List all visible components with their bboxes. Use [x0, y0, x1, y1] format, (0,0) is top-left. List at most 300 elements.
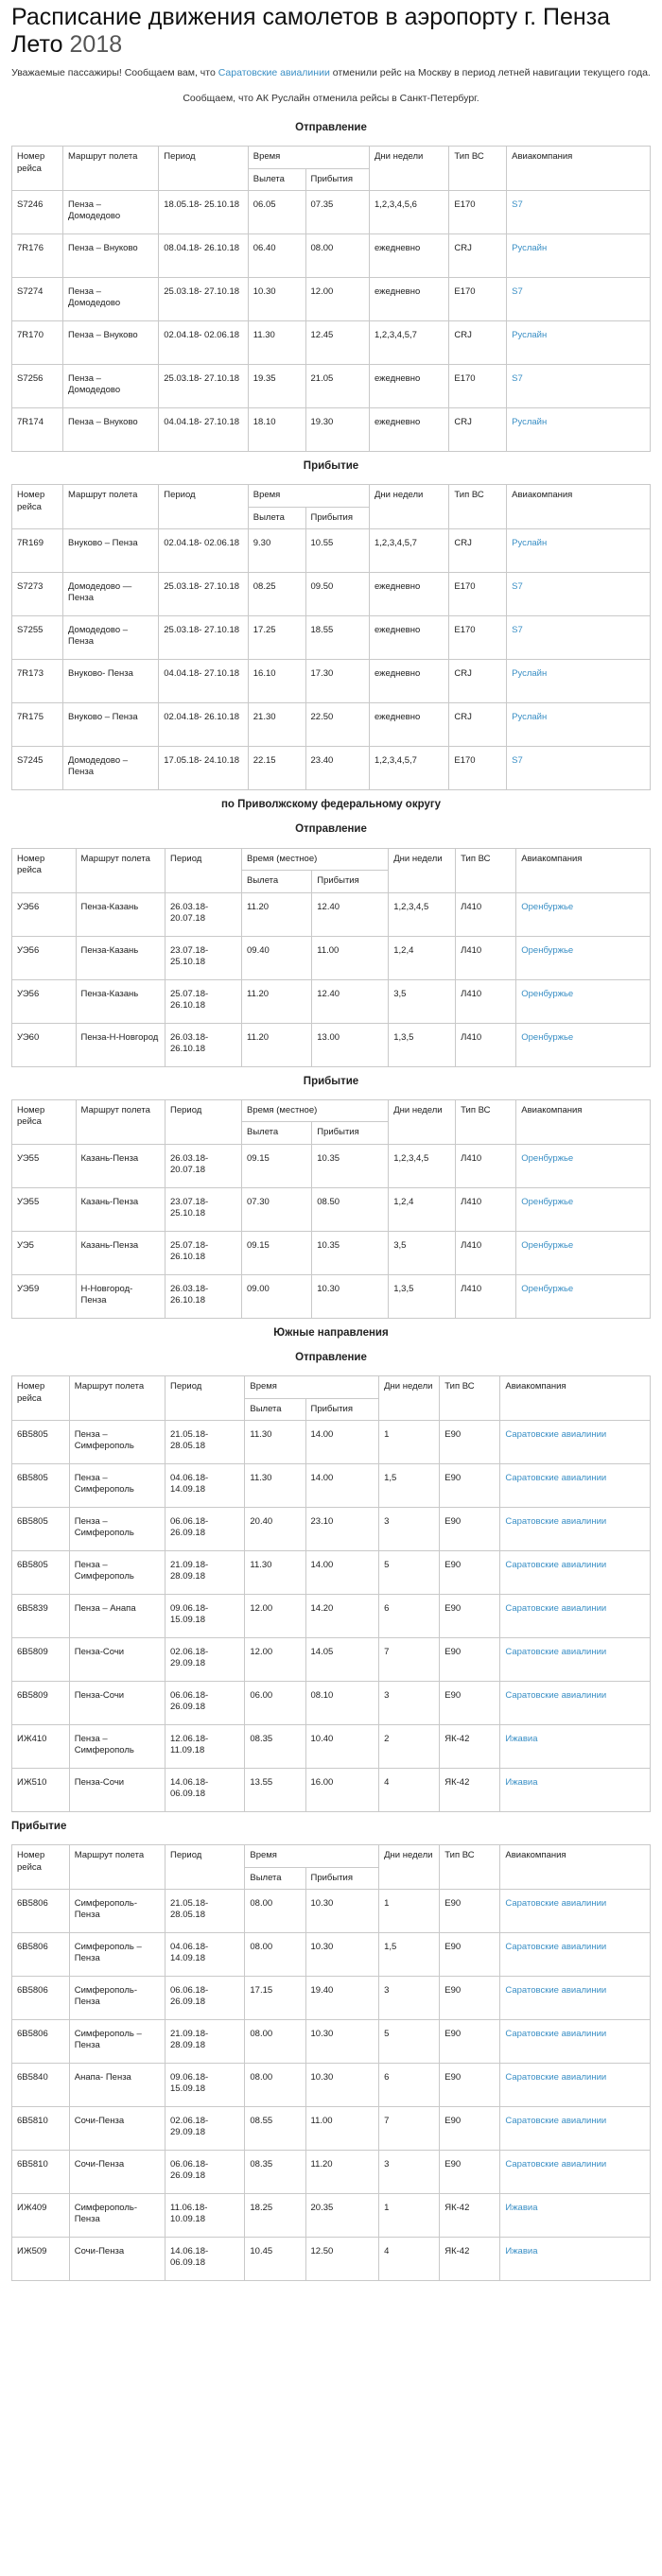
cell-days: 6	[379, 1595, 440, 1638]
cell-flight-number: УЭ56	[12, 979, 77, 1023]
header-days: Дни недели	[389, 848, 456, 892]
airline-link[interactable]: Оренбуржье	[521, 901, 574, 912]
cell-route: Пенза-Казань	[76, 979, 166, 1023]
airline-link[interactable]: Оренбуржье	[521, 1196, 574, 1207]
cell-aircraft-type: ЯК-42	[440, 2194, 500, 2238]
cell-departure: 11.20	[242, 979, 312, 1023]
cell-departure: 12.00	[245, 1595, 305, 1638]
cell-flight-number: 6В5805	[12, 1551, 70, 1595]
cell-arrival: 10.30	[305, 1933, 379, 1977]
airline-link[interactable]: S7	[512, 286, 523, 297]
header-route: Маршрут полета	[76, 1099, 166, 1144]
airline-link[interactable]: Оренбуржье	[521, 988, 574, 999]
cell-route: Симферополь- Пенза	[69, 2194, 165, 2238]
page-title-text: Расписание движения самолетов в аэропорту г. Пенза Лето	[11, 4, 611, 58]
cell-aircraft-type: CRJ	[449, 703, 507, 747]
airline-link[interactable]: Саратовские авиалинии	[505, 2159, 607, 2170]
cell-arrival: 21.05	[305, 365, 370, 408]
table-row	[12, 616, 651, 660]
cell-aircraft-type: CRJ	[449, 660, 507, 703]
cell-period: 04.04.18- 27.10.18	[159, 660, 249, 703]
cell-airline	[507, 616, 651, 660]
cell-airline	[507, 321, 651, 365]
cell-period: 21.09.18- 28.09.18	[166, 1551, 245, 1595]
table-row	[12, 2151, 651, 2194]
notice-text-after: отменили рейс на Москву в период летней навигации текущего года.	[329, 66, 651, 78]
cell-days: ежедневно	[370, 573, 449, 616]
header-period: Период	[166, 1376, 245, 1421]
airline-link[interactable]: Оренбуржье	[521, 1239, 574, 1251]
cell-route: Симферополь – Пенза	[69, 1933, 165, 1977]
cell-aircraft-type: E170	[449, 616, 507, 660]
airline-link[interactable]: Руслайн	[512, 417, 548, 427]
cell-days: 1,2,3,4,5,7	[370, 529, 449, 573]
cell-days: 1	[379, 2194, 440, 2238]
cell-period: 25.03.18- 27.10.18	[159, 616, 249, 660]
cell-airline	[500, 2064, 651, 2107]
cell-aircraft-type: Е90	[440, 1977, 500, 2020]
cell-arrival: 12.50	[305, 2238, 379, 2281]
airline-link[interactable]: Саратовские авиалинии	[505, 2116, 607, 2127]
header-flight-number: Номер рейса	[12, 1376, 70, 1421]
cell-flight-number: УЭ5	[12, 1231, 77, 1274]
cell-flight-number: ИЖ409	[12, 2194, 70, 2238]
airline-link[interactable]: Саратовские авиалинии	[505, 2072, 607, 2083]
table-row	[12, 408, 651, 452]
section-heading: Отправление	[295, 121, 367, 133]
section-heading: Прибытие	[303, 460, 359, 472]
cell-flight-number: 6В5805	[12, 1508, 70, 1551]
airline-link[interactable]: Саратовские авиалинии	[505, 1647, 607, 1657]
table-row	[12, 1595, 651, 1638]
cell-period: 02.06.18- 29.09.18	[166, 2107, 245, 2151]
notice-ruslain: Сообщаем, что АК Руслайн отменила рейсы в Санкт-Петербург.	[183, 92, 479, 104]
cell-airline	[516, 1274, 651, 1318]
airline-link[interactable]: Руслайн	[512, 538, 548, 549]
cell-days: ежедневно	[370, 365, 449, 408]
cell-days: 1,2,4	[389, 936, 456, 979]
header-arrival: Прибытия	[305, 168, 370, 190]
cell-arrival: 14.00	[305, 1464, 379, 1508]
cell-departure: 08.00	[245, 1933, 305, 1977]
airline-link[interactable]: Оренбуржье	[521, 944, 574, 956]
cell-days: 6	[379, 2064, 440, 2107]
header-route: Маршрут полета	[76, 848, 166, 892]
airline-link[interactable]: S7	[512, 625, 523, 636]
cell-days: 4	[379, 1769, 440, 1812]
cell-period: 25.07.18- 26.10.18	[166, 979, 242, 1023]
cell-arrival: 14.05	[305, 1638, 379, 1682]
cell-flight-number: 6В5840	[12, 2064, 70, 2107]
cell-departure: 17.25	[248, 616, 305, 660]
header-airline: Авиакомпания	[516, 1099, 651, 1144]
table-row	[12, 1464, 651, 1508]
cell-aircraft-type: Е90	[440, 2151, 500, 2194]
cell-airline	[507, 408, 651, 452]
cell-arrival: 22.50	[305, 703, 370, 747]
airline-link[interactable]: Саратовские авиалинии	[505, 1603, 607, 1614]
airline-link[interactable]: Руслайн	[512, 330, 548, 340]
cell-days: 3,5	[389, 1231, 456, 1274]
cell-aircraft-type: Е90	[440, 1595, 500, 1638]
table-row	[12, 703, 651, 747]
header-period: Период	[166, 1099, 242, 1144]
header-aircraft-type: Тип ВС	[440, 1376, 500, 1421]
cell-days: 4	[379, 2238, 440, 2281]
cell-days: 7	[379, 1638, 440, 1682]
cell-period: 02.04.18- 02.06.18	[159, 321, 249, 365]
cell-arrival: 10.30	[305, 2020, 379, 2064]
table-row	[12, 1769, 651, 1812]
cell-aircraft-type: Е90	[440, 1421, 500, 1464]
cell-departure: 08.00	[245, 1890, 305, 1933]
header-period: Период	[166, 848, 242, 892]
table-row	[12, 573, 651, 616]
cell-arrival: 14.00	[305, 1551, 379, 1595]
cell-route: Симферополь – Пенза	[69, 2020, 165, 2064]
cell-departure: 06.05	[248, 191, 305, 234]
cell-flight-number: S7255	[12, 616, 63, 660]
cell-airline	[516, 936, 651, 979]
header-departure: Вылета	[242, 1122, 312, 1144]
cell-route: Домодедово – Пенза	[63, 747, 159, 790]
table-row	[12, 747, 651, 790]
cell-period: 23.07.18- 25.10.18	[166, 936, 242, 979]
cell-flight-number: 6В5806	[12, 1933, 70, 1977]
cell-aircraft-type: CRJ	[449, 529, 507, 573]
cell-days: 1,2,3,4,5	[389, 1144, 456, 1187]
cell-aircraft-type: E170	[449, 191, 507, 234]
header-time: Время	[245, 1376, 379, 1398]
saratov-airlines-link[interactable]: Саратовские авиалинии	[218, 66, 330, 78]
cell-aircraft-type: CRJ	[449, 234, 507, 278]
airline-link[interactable]: Руслайн	[512, 668, 548, 680]
header-days: Дни недели	[389, 1099, 456, 1144]
cell-departure: 08.25	[248, 573, 305, 616]
cell-days: 3	[379, 2151, 440, 2194]
cell-airline	[507, 660, 651, 703]
cell-flight-number: 6В5809	[12, 1638, 70, 1682]
cell-departure: 19.35	[248, 365, 305, 408]
cell-flight-number: S7245	[12, 747, 63, 790]
cell-departure: 9.30	[248, 529, 305, 573]
cell-aircraft-type: Е90	[440, 1464, 500, 1508]
cell-period: 04.04.18- 27.10.18	[159, 408, 249, 452]
cell-arrival: 18.55	[305, 616, 370, 660]
cell-aircraft-type: Е90	[440, 2107, 500, 2151]
cell-route: Н-Новгород- Пенза	[76, 1274, 166, 1318]
cell-airline	[500, 2151, 651, 2194]
airline-link[interactable]: Ижавиа	[505, 2246, 538, 2257]
header-departure: Вылета	[242, 871, 312, 892]
header-aircraft-type: Тип ВС	[449, 485, 507, 529]
section-heading: Отправление	[295, 1351, 367, 1363]
cell-route: Пенза – Симферополь	[69, 1725, 165, 1769]
table-row	[12, 321, 651, 365]
cell-route: Пенза – Симферополь	[69, 1421, 165, 1464]
cell-route: Казань-Пенза	[76, 1144, 166, 1187]
airline-link[interactable]: Саратовские авиалинии	[505, 2029, 607, 2040]
cell-departure: 11.20	[242, 1023, 312, 1066]
cell-departure: 21.30	[248, 703, 305, 747]
cell-departure: 12.00	[245, 1638, 305, 1682]
cell-departure: 08.00	[245, 2064, 305, 2107]
cell-departure: 08.55	[245, 2107, 305, 2151]
header-aircraft-type: Тип ВС	[456, 848, 516, 892]
cell-aircraft-type: E170	[449, 747, 507, 790]
cell-flight-number: УЭ60	[12, 1023, 77, 1066]
table-row	[12, 1187, 651, 1231]
cell-arrival: 12.45	[305, 321, 370, 365]
cell-route: Домодедово – Пенза	[63, 616, 159, 660]
table-row	[12, 1890, 651, 1933]
cell-days: 7	[379, 2107, 440, 2151]
airline-link[interactable]: Саратовские авиалинии	[505, 1473, 607, 1483]
cell-departure: 11.30	[245, 1421, 305, 1464]
cell-airline	[500, 1933, 651, 1977]
table-row	[12, 936, 651, 979]
cell-airline	[507, 191, 651, 234]
cell-departure: 09.00	[242, 1274, 312, 1318]
cell-arrival: 19.30	[305, 408, 370, 452]
cell-flight-number: 6В5839	[12, 1595, 70, 1638]
table-row	[12, 191, 651, 234]
cell-period: 04.06.18- 14.09.18	[166, 1933, 245, 1977]
cell-aircraft-type: CRJ	[449, 408, 507, 452]
header-flight-number: Номер рейса	[12, 147, 63, 191]
airline-link[interactable]: Ижавиа	[505, 2203, 538, 2214]
airline-link[interactable]: Саратовские авиалинии	[505, 1560, 607, 1570]
airline-link[interactable]: S7	[512, 373, 523, 384]
table-row	[12, 1725, 651, 1769]
header-arrival: Прибытия	[305, 1867, 379, 1889]
cell-period: 25.03.18- 27.10.18	[159, 573, 249, 616]
cell-days: 1,3,5	[389, 1023, 456, 1066]
cell-route: Пенза – Анапа	[69, 1595, 165, 1638]
cell-route: Пенза – Домодедово	[63, 191, 159, 234]
cell-route: Внуково- Пенза	[63, 660, 159, 703]
cell-route: Пенза – Симферополь	[69, 1551, 165, 1595]
cell-route: Казань-Пенза	[76, 1187, 166, 1231]
cell-arrival: 08.10	[305, 1682, 379, 1725]
airline-link[interactable]: S7	[512, 581, 523, 593]
header-flight-number: Номер рейса	[12, 485, 63, 529]
cell-departure: 08.00	[245, 2020, 305, 2064]
table-row	[12, 1274, 651, 1318]
table-row	[12, 1231, 651, 1274]
header-aircraft-type: Тип ВС	[440, 1845, 500, 1890]
cell-days: 2	[379, 1725, 440, 1769]
cell-aircraft-type: Л410	[456, 1187, 516, 1231]
cell-arrival: 12.40	[312, 979, 389, 1023]
cell-airline	[507, 529, 651, 573]
cell-departure: 08.35	[245, 2151, 305, 2194]
cell-airline	[507, 278, 651, 321]
header-time: Время (местное)	[242, 1099, 389, 1121]
airline-link[interactable]: Ижавиа	[505, 1734, 538, 1744]
cell-airline	[500, 1682, 651, 1725]
cell-route: Пенза – Симферополь	[69, 1464, 165, 1508]
header-airline: Авиакомпания	[516, 848, 651, 892]
cell-period: 02.06.18- 29.09.18	[166, 1638, 245, 1682]
cell-aircraft-type: Е90	[440, 1890, 500, 1933]
cell-route: Пенза-Н-Новгород	[76, 1023, 166, 1066]
cell-aircraft-type: Е90	[440, 1933, 500, 1977]
cell-arrival: 08.50	[312, 1187, 389, 1231]
cell-period: 04.06.18- 14.09.18	[166, 1464, 245, 1508]
cell-departure: 18.10	[248, 408, 305, 452]
cell-departure: 10.30	[248, 278, 305, 321]
cell-route: Пенза – Внуково	[63, 321, 159, 365]
cell-days: 3	[379, 1977, 440, 2020]
cell-days: 1,3,5	[389, 1274, 456, 1318]
section-heading: Прибытие	[303, 1075, 359, 1087]
airline-link[interactable]: Саратовские авиалинии	[505, 1898, 607, 1910]
cell-aircraft-type: Л410	[456, 979, 516, 1023]
cell-departure: 09.15	[242, 1144, 312, 1187]
cell-period: 17.05.18- 24.10.18	[159, 747, 249, 790]
cell-route: Симферополь- Пенза	[69, 1977, 165, 2020]
header-arrival: Прибытия	[305, 1398, 379, 1420]
cell-route: Сочи-Пенза	[69, 2238, 165, 2281]
header-arrival: Прибытия	[312, 871, 389, 892]
cell-airline	[500, 1421, 651, 1464]
header-departure: Вылета	[245, 1867, 305, 1889]
cell-arrival: 11.00	[305, 2107, 379, 2151]
cell-arrival: 11.00	[312, 936, 389, 979]
cell-days: 5	[379, 1551, 440, 1595]
header-flight-number: Номер рейса	[12, 1845, 70, 1890]
header-period: Период	[159, 147, 249, 191]
header-days: Дни недели	[379, 1845, 440, 1890]
cell-period: 02.04.18- 26.10.18	[159, 703, 249, 747]
cell-arrival: 10.30	[312, 1274, 389, 1318]
cell-arrival: 20.35	[305, 2194, 379, 2238]
schedule-table	[11, 1844, 651, 2281]
header-arrival: Прибытия	[305, 507, 370, 528]
cell-airline	[500, 1508, 651, 1551]
table-row	[12, 1551, 651, 1595]
cell-departure: 08.35	[245, 1725, 305, 1769]
airline-link[interactable]: Саратовские авиалинии	[505, 1690, 607, 1701]
cell-arrival: 14.20	[305, 1595, 379, 1638]
cell-flight-number: 6В5810	[12, 2107, 70, 2151]
cell-airline	[516, 892, 651, 936]
cell-airline	[507, 573, 651, 616]
airline-link[interactable]: Ижавиа	[505, 1777, 538, 1788]
airline-link[interactable]: Оренбуржье	[521, 1031, 574, 1043]
cell-route: Пенза-Сочи	[69, 1769, 165, 1812]
table-row	[12, 892, 651, 936]
cell-arrival: 16.00	[305, 1769, 379, 1812]
cell-days: ежедневно	[370, 234, 449, 278]
cell-airline	[516, 1023, 651, 1066]
cell-airline	[500, 2020, 651, 2064]
cell-flight-number: ИЖ410	[12, 1725, 70, 1769]
cell-arrival: 12.40	[312, 892, 389, 936]
cell-period: 06.06.18- 26.09.18	[166, 1977, 245, 2020]
cell-aircraft-type: ЯК-42	[440, 2238, 500, 2281]
cell-airline	[500, 1890, 651, 1933]
cell-days: 1,2,3,4,5	[389, 892, 456, 936]
cell-days: ежедневно	[370, 660, 449, 703]
table-row	[12, 660, 651, 703]
airline-link[interactable]: Саратовские авиалинии	[505, 1985, 607, 1997]
header-airline: Авиакомпания	[500, 1845, 651, 1890]
airline-link[interactable]: Оренбуржье	[521, 1283, 574, 1294]
table-row	[12, 979, 651, 1023]
header-airline: Авиакомпания	[507, 485, 651, 529]
header-route: Маршрут полета	[63, 485, 159, 529]
cell-arrival: 23.40	[305, 747, 370, 790]
cell-days: ежедневно	[370, 703, 449, 747]
cell-days: 1,2,3,4,5,6	[370, 191, 449, 234]
cell-flight-number: 7R173	[12, 660, 63, 703]
cell-aircraft-type: Е90	[440, 1551, 500, 1595]
airline-link[interactable]: Саратовские авиалинии	[505, 1516, 607, 1527]
cell-days: 5	[379, 2020, 440, 2064]
cell-flight-number: УЭ59	[12, 1274, 77, 1318]
airline-link[interactable]: S7	[512, 755, 523, 767]
cell-departure: 18.25	[245, 2194, 305, 2238]
airline-link[interactable]: Руслайн	[512, 243, 548, 253]
cell-departure: 10.45	[245, 2238, 305, 2281]
table-row	[12, 1144, 651, 1187]
cell-flight-number: S7273	[12, 573, 63, 616]
table-row	[12, 2064, 651, 2107]
schedules-container	[11, 121, 651, 2281]
header-route: Маршрут полета	[63, 147, 159, 191]
cell-flight-number: 6В5806	[12, 2020, 70, 2064]
cell-arrival: 10.30	[305, 2064, 379, 2107]
cell-flight-number: ИЖ509	[12, 2238, 70, 2281]
cell-days: 1,5	[379, 1933, 440, 1977]
cell-aircraft-type: Е90	[440, 1682, 500, 1725]
cell-period: 21.05.18- 28.05.18	[166, 1890, 245, 1933]
cell-arrival: 08.00	[305, 234, 370, 278]
schedule-table	[11, 848, 651, 1067]
airline-link[interactable]: Саратовские авиалинии	[505, 1942, 607, 1953]
header-period: Период	[159, 485, 249, 529]
table-row	[12, 2194, 651, 2238]
cell-departure: 11.30	[245, 1464, 305, 1508]
cell-airline	[500, 2194, 651, 2238]
cell-days: 3	[379, 1508, 440, 1551]
group-heading: по Приволжскому федеральному округу	[220, 799, 442, 811]
cell-airline	[507, 365, 651, 408]
schedule-table	[11, 1375, 651, 1812]
cell-period: 14.06.18- 06.09.18	[166, 2238, 245, 2281]
cell-departure: 07.30	[242, 1187, 312, 1231]
cell-departure: 16.10	[248, 660, 305, 703]
cell-days: 1	[379, 1421, 440, 1464]
cell-period: 12.06.18- 11.09.18	[166, 1725, 245, 1769]
cell-flight-number: 6В5805	[12, 1464, 70, 1508]
airline-link[interactable]: S7	[512, 199, 523, 210]
cell-arrival: 10.30	[305, 1890, 379, 1933]
cell-route: Пенза – Домодедово	[63, 278, 159, 321]
table-row	[12, 1933, 651, 1977]
cell-flight-number: 7R175	[12, 703, 63, 747]
cell-route: Пенза – Внуково	[63, 234, 159, 278]
cell-days: 1	[379, 1890, 440, 1933]
table-row	[12, 2020, 651, 2064]
airline-link[interactable]: Оренбуржье	[521, 1152, 574, 1164]
airline-link[interactable]: Руслайн	[512, 712, 548, 723]
airline-link[interactable]: Саратовские авиалинии	[505, 1429, 607, 1440]
table-row	[12, 234, 651, 278]
cell-days: 1,2,3,4,5,7	[370, 747, 449, 790]
